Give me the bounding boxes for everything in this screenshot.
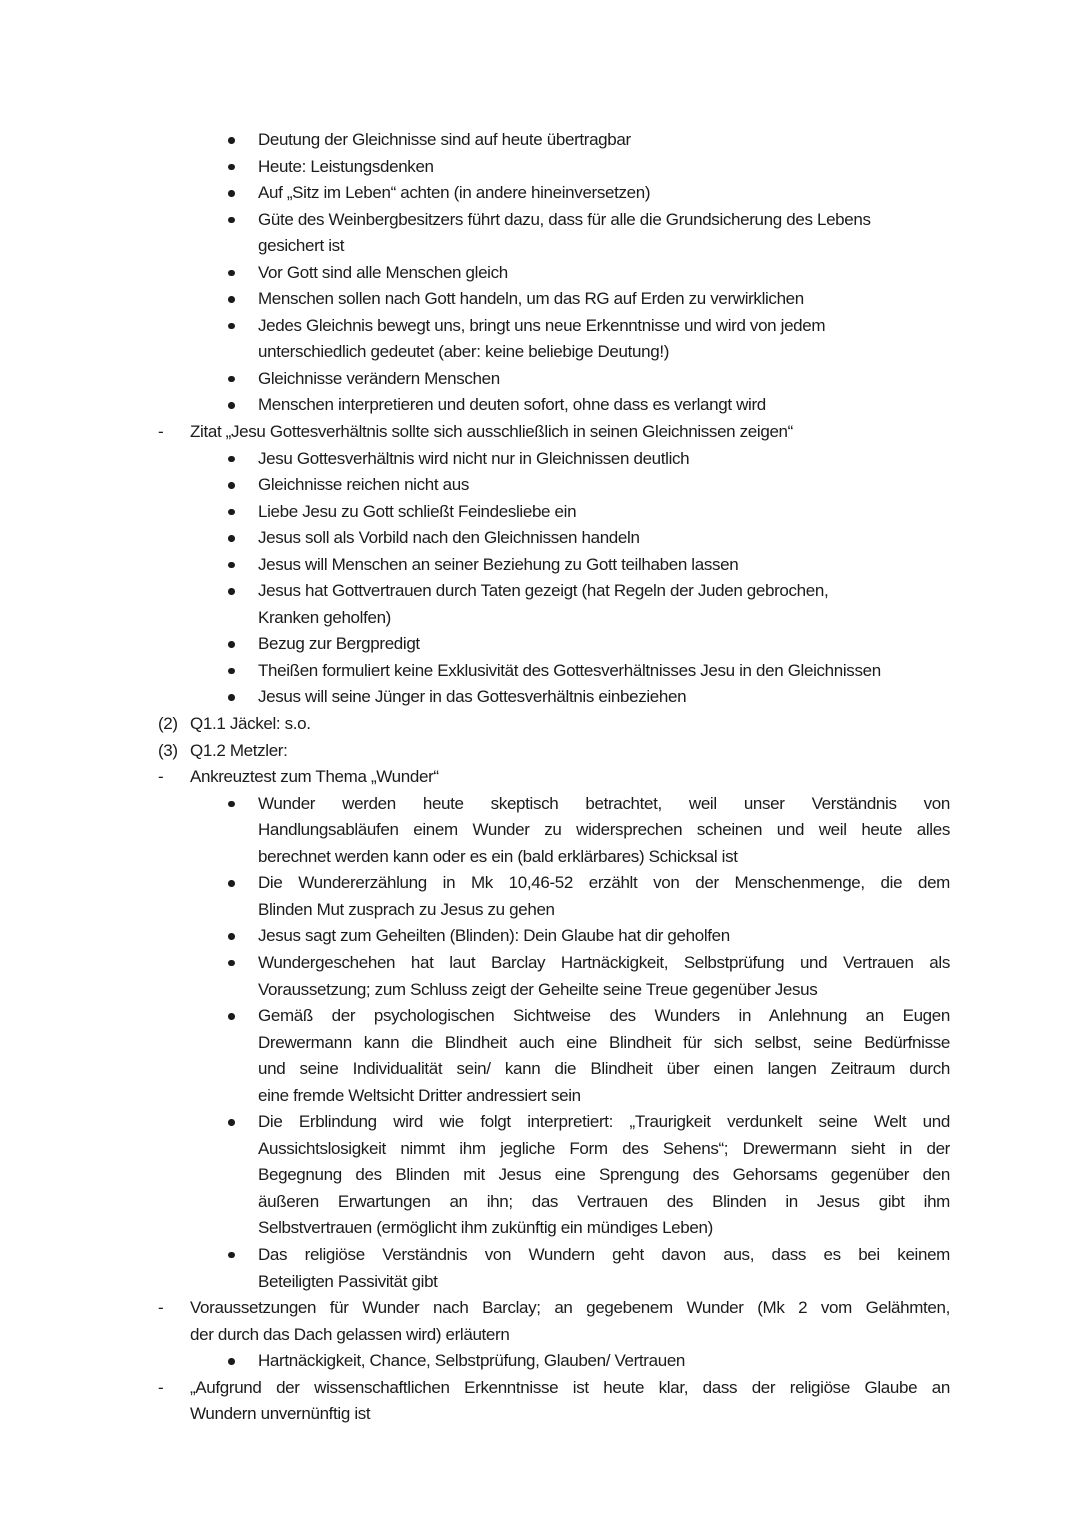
text-line: Die Erblindung wird wie folgt interpretiert: „Traurigkeit verdunkelt seine Welt und	[258, 1112, 950, 1132]
text-line: Vor Gott sind alle Menschen gleich	[258, 262, 508, 282]
list-item-text	[258, 870, 950, 923]
text-line: Q1.1 Jäckel: s.o.	[190, 714, 311, 734]
text-line: eine fremde Weltsicht Dritter andressiert sein	[258, 1085, 581, 1105]
list-item	[158, 419, 950, 446]
text-line: Aussichtslosigkeit nimmt ihm jegliche Form des Sehens“; Drewermann sieht in der	[258, 1138, 950, 1158]
list-item	[158, 711, 950, 738]
list-item	[227, 1003, 950, 1109]
list-item	[227, 1109, 950, 1242]
dash-marker: -	[158, 1298, 164, 1318]
list-item	[227, 1242, 950, 1295]
text-line: Wunder werden heute skeptisch betrachtet, weil unser Verständnis von	[258, 793, 950, 813]
list-item-text	[258, 366, 950, 393]
text-line: Q1.2 Metzler:	[190, 740, 288, 760]
list-item	[227, 392, 950, 419]
text-line: gesichert ist	[258, 236, 345, 256]
text-line: „Aufgrund der wissenschaftlichen Erkenntnisse ist heute klar, dass der religiöse Glaube an	[190, 1377, 950, 1397]
text-line: Blinden Mut zusprach zu Jesus zu gehen	[258, 899, 555, 919]
text-line: Jesus hat Gottvertrauen durch Taten gezeigt (hat Regeln der Juden gebrochen,	[258, 581, 829, 601]
list-item	[227, 950, 950, 1003]
text-line: äußeren Erwartungen an ihn; das Vertrauen des Blinden in Jesus gibt ihm	[258, 1191, 950, 1211]
list-item-text	[258, 180, 950, 207]
text-line: Jesus soll als Vorbild nach den Gleichnissen handeln	[258, 528, 640, 548]
list-item-text	[258, 1109, 950, 1242]
text-line: Gemäß der psychologischen Sichtweise des Wunders in Anlehnung an Eugen	[258, 1006, 950, 1026]
dash-marker: -	[158, 422, 164, 442]
list-item	[158, 738, 950, 765]
list-item-text	[258, 446, 950, 473]
list-item	[227, 499, 950, 526]
text-line: Jesus sagt zum Geheilten (Blinden): Dein Glaube hat dir geholfen	[258, 926, 730, 946]
list-item-text	[258, 260, 950, 287]
list-item-text	[258, 1348, 950, 1375]
list-item-text	[258, 472, 950, 499]
list-item	[227, 525, 950, 552]
list-item	[227, 207, 950, 260]
text-line: unterschiedlich gedeutet (aber: keine beliebige Deutung!)	[258, 342, 670, 362]
list-item	[227, 552, 950, 579]
list-item	[227, 1348, 950, 1375]
text-line: Deutung der Gleichnisse sind auf heute übertragbar	[258, 130, 631, 149]
list-item-text	[190, 1295, 950, 1348]
text-line: Zitat „Jesu Gottesverhältnis sollte sich ausschließlich in seinen Gleichnissen zeigen“	[190, 422, 793, 442]
text-line: Liebe Jesu zu Gott schließt Feindesliebe ein	[258, 501, 577, 521]
text-line: Theißen formuliert keine Exklusivität des Gottesverhältnisses Jesu in den Gleichnissen	[258, 660, 881, 680]
list-item-text	[258, 791, 950, 871]
text-line: Beteiligten Passivität gibt	[258, 1271, 438, 1291]
text-line: Heute: Leistungsdenken	[258, 156, 434, 176]
text-line: der durch das Dach gelassen wird) erläutern	[190, 1324, 510, 1344]
text-line: Menschen sollen nach Gott handeln, um das RG auf Erden zu verwirklichen	[258, 289, 804, 309]
text-line: Güte des Weinbergbesitzers führt dazu, dass für alle die Grundsicherung des Lebens	[258, 209, 871, 229]
list-item	[227, 923, 950, 950]
list-item	[227, 180, 950, 207]
text-line: Drewermann kann die Blindheit auch eine Blindheit für sich selbst, seine Bedürfnisse	[258, 1032, 950, 1052]
list-item-text	[258, 127, 950, 154]
list-item	[227, 631, 950, 658]
text-line: Wundergeschehen hat laut Barclay Hartnäckigkeit, Selbstprüfung und Vertrauen als	[258, 952, 950, 972]
text-line: Das religiöse Verständnis von Wundern geht davon aus, dass es bei keinem	[258, 1244, 950, 1264]
text-line: Jesus will Menschen an seiner Beziehung zu Gott teilhaben lassen	[258, 554, 739, 574]
text-line: Begegnung des Blinden mit Jesus eine Sprengung des Gehorsams gegenüber den	[258, 1165, 950, 1185]
list-item-text	[258, 207, 950, 260]
text-line: Jedes Gleichnis bewegt uns, bringt uns neue Erkenntnisse und wird von jedem	[258, 315, 826, 335]
list-item-text	[190, 1375, 950, 1428]
list-item-text	[190, 764, 950, 791]
dash-marker: -	[158, 767, 164, 787]
list-item-text	[258, 950, 950, 1003]
list-item-text	[258, 313, 950, 366]
text-line: Handlungsabläufen einem Wunder zu widersprechen scheinen und weil heute alles	[258, 820, 950, 840]
text-line: Ankreuztest zum Thema „Wunder“	[190, 767, 439, 787]
list-item	[227, 366, 950, 393]
list-item-text	[258, 552, 950, 579]
list-item-text	[190, 711, 950, 738]
list-item	[227, 870, 950, 923]
list-item-text	[258, 1242, 950, 1295]
text-line: Auf „Sitz im Leben“ achten (in andere hineinversetzen)	[258, 183, 651, 203]
text-line: und seine Individualität sein/ kann die Blindheit über einen langen Zeitraum durch	[258, 1059, 950, 1079]
list-item	[227, 578, 950, 631]
list-item-text	[190, 419, 950, 446]
list-item-text	[258, 631, 950, 658]
text-line: Menschen interpretieren und deuten sofort, ohne dass es verlangt wird	[258, 395, 766, 415]
item-number: (2)	[158, 714, 178, 734]
list-item	[158, 764, 950, 791]
list-item	[227, 154, 950, 181]
list-item	[227, 791, 950, 871]
text-line: Voraussetzung; zum Schluss zeigt der Geheilte seine Treue gegenüber Jesus	[258, 979, 818, 999]
text-line: Selbstvertrauen (ermöglicht ihm zukünftig ein mündiges Leben)	[258, 1218, 713, 1238]
list-item-text	[258, 1003, 950, 1109]
list-item	[227, 313, 950, 366]
text-line: Gleichnisse verändern Menschen	[258, 368, 500, 388]
text-line: Jesus will seine Jünger in das Gottesverhältnis einbeziehen	[258, 687, 687, 707]
list-item	[227, 684, 950, 711]
list-item-text	[258, 286, 950, 313]
list-item-text	[190, 738, 950, 765]
list-item-text	[258, 658, 950, 685]
dash-marker: -	[158, 1377, 164, 1397]
text-line: Gleichnisse reichen nicht aus	[258, 475, 469, 495]
text-line: Wundern unvernünftig ist	[190, 1404, 371, 1424]
list-item	[227, 286, 950, 313]
list-item	[227, 260, 950, 287]
text-line: Voraussetzungen für Wunder nach Barclay; an gegebenem Wunder (Mk 2 vom Gelähmten,	[190, 1298, 950, 1318]
list-item-text	[258, 684, 950, 711]
list-item-text	[258, 154, 950, 181]
list-item	[227, 472, 950, 499]
list-item	[227, 658, 950, 685]
list-item-text	[258, 392, 950, 419]
list-item-text	[258, 578, 950, 631]
text-line: Jesu Gottesverhältnis wird nicht nur in Gleichnissen deutlich	[258, 448, 690, 468]
text-line: Die Wundererzählung in Mk 10,46-52 erzählt von der Menschenmenge, die dem	[258, 873, 950, 893]
list-item-text	[258, 499, 950, 526]
text-line: Bezug zur Bergpredigt	[258, 634, 420, 654]
list-item-text	[258, 525, 950, 552]
list-item-text	[258, 923, 950, 950]
list-item	[227, 127, 950, 154]
text-line: Hartnäckigkeit, Chance, Selbstprüfung, Glauben/ Vertrauen	[258, 1351, 686, 1371]
item-number: (3)	[158, 740, 178, 760]
notes-list	[158, 127, 950, 1428]
list-item	[227, 446, 950, 473]
list-item	[158, 1295, 950, 1348]
list-item	[158, 1375, 950, 1428]
text-line: Kranken geholfen)	[258, 607, 391, 627]
text-line: berechnet werden kann oder es ein (bald erklärbares) Schicksal ist	[258, 846, 738, 866]
